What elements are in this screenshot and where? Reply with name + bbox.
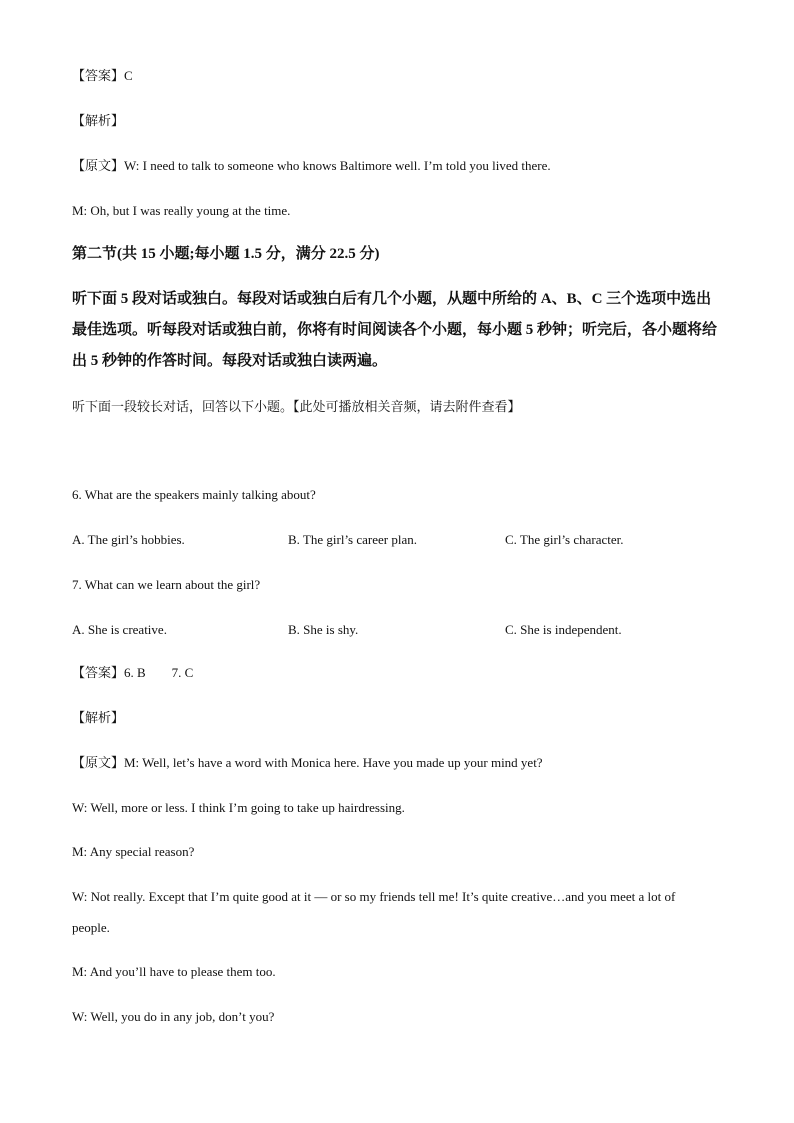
dialogue-line: W: Well, you do in any job, don’t you? (72, 1009, 275, 1024)
question-6-option-c: C. The girl’s character. (505, 532, 624, 547)
dialogue-line: people. (72, 920, 110, 935)
dialogue-line: M: Any special reason? (72, 844, 195, 859)
question-6-option-a: A. The girl’s hobbies. (72, 532, 185, 547)
dialogue-line: 【原文】M: Well, let’s have a word with Monica here. Have you made up your mind yet? (72, 755, 543, 770)
question-7-option-a: A. She is creative. (72, 622, 167, 637)
original-text-1: 【原文】W: I need to talk to someone who knows Baltimore well. I’m told you lived there. (72, 158, 551, 173)
question-7-stem: 7. What can we learn about the girl? (72, 577, 261, 592)
answer-line-1: 【答案】C (72, 68, 133, 83)
dialogue-line: W: Well, more or less. I think I’m going to take up hairdressing. (72, 800, 405, 815)
question-7-option-b: B. She is shy. (288, 622, 359, 637)
listen-prompt: 听下面一段较长对话，回答以下小题。【此处可播放相关音频，请去附件查看】 (72, 399, 521, 414)
dialogue-line: W: Not really. Except that I’m quite good at it — or so my friends tell me! It’s quite creative…and you meet a lot of (72, 889, 676, 904)
answer-line-2: 【答案】6. B 7. C (72, 665, 194, 680)
dialogue-line-m1: M: Oh, but I was really young at the time. (72, 203, 291, 218)
section-heading: 第二节(共 15 小题;每小题 1.5 分，满分 22.5 分) (72, 246, 380, 262)
dialogue-line: M: And you’ll have to please them too. (72, 964, 276, 979)
question-6-stem: 6. What are the speakers mainly talking about? (72, 487, 316, 502)
question-6-option-b: B. The girl’s career plan. (288, 532, 417, 547)
analysis-heading-2: 【解析】 (72, 710, 125, 725)
question-7-option-c: C. She is independent. (505, 622, 622, 637)
analysis-heading-1: 【解析】 (72, 113, 125, 128)
instructions-paragraph: 听下面 5 段对话或独白。每段对话或独白后有几个小题，从题中所给的 A、B、C 三个选项中选出最佳选项。听每段对话或独白前，你将有时间阅读各个小题，每小题 5 秒钟；听完后，各小题将给出 5 秒钟的作答时间。每段对话或独白读两遍。 (72, 291, 718, 369)
